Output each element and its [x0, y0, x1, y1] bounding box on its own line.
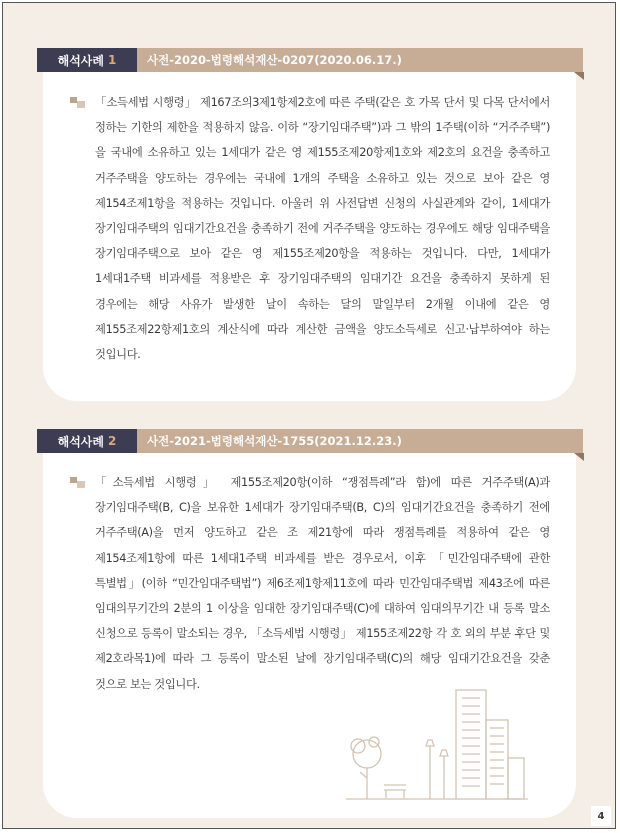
case-2-title: 사전-2021-법령해석재산-1755(2021.12.23.): [137, 429, 583, 453]
case-2-tag-label: 해석사례: [57, 434, 104, 449]
case-2-header: [37, 429, 583, 453]
case-1-tag: [37, 48, 137, 72]
case-2-tag-number: 2: [108, 434, 117, 448]
square-bullet-icon: [70, 477, 86, 489]
case-1-tag-number: 1: [108, 53, 117, 67]
case-1-tag-label: 해석사례: [57, 53, 104, 68]
case-2-tag: [37, 429, 137, 453]
case-1-title: 사전-2020-법령해석재산-0207(2020.06.17.): [137, 48, 583, 72]
case-2-body: 「소득세법 시행령」 제155조제20항(이하 “쟁점특례”라 함)에 따른 거주주택(A)과 장기임대주택(B, C)을 보유한 1세대가 장기임대주택(B, C)의 임대기간요건을 충족하기 전에 거주주택(A)을 먼저 양도하고 같은 조 제21항에 따라 쟁점특례를 적용하여 같은 영 제154조제1항에 따른 1세대1주택 비과세를 받은 경우로서, 이후 「민간임대주택에 관한 특별법」(이하 “민간임대주택법”) 제6조제1항제11호에 따라 민간임대주택법 제43조에 따른 임대의무기간의 2분의 1 이상을 임대한 장기임대주택(C)에 대하여 임대의무기간 내 등록 말소 신청으로 등록이 말소되는 경우, 「소득세법 시행령」 제155조제22항 각 호 외의 부분 후단 및 제2호라목1)에 따라 그 등록이 말소된 날에 장기임대주택(C)의 해당 임대기간요건을 갖춘 것으로 보는 것입니다.: [95, 476, 550, 691]
case-1-header: [37, 48, 583, 72]
square-bullet-icon: [70, 97, 86, 109]
page-number: 4: [591, 806, 611, 826]
city-illustration-icon: [340, 686, 530, 801]
case-1-body: 「소득세법 시행령」 제167조의3제1항제2호에 따른 주택(같은 호 가목 단서 및 다목 단서에서 정하는 기한의 제한을 적용하지 않음. 이하 “장기임대주택”)과 그 밖의 1주택(이하 “거주주택”)을 국내에 소유하고 있는 1세대가 같은 영 제155조제20항제1호와 제2호의 요건을 충족하고 거주주택을 양도하는 경우에는 국내에 1개의 주택을 소유하고 있는 것으로 보아 같은 영 제154조제1항을 적용하는 것입니다. 아울러 위 사전답변 신청의 사실관계와 같이, 1세대가 장기임대주택의 임대기간요건을 충족하기 전에 거주주택을 양도하는 경우에도 해당 임대주택을 장기임대주택으로 보아 같은 영 제155조제20항을 적용하는 것입니다. 다만, 1세대가 1세대1주택 비과세를 적용받은 후 장기임대주택의 임대기간 요건을 충족하지 못하게 된 경우에는 해당 사유가 발생한 날이 속하는 달의 말일부터 2개월 이내에 같은 영 제155조제22항제1호의 계산식에 따라 계산한 금액을 양도소득세로 신고·납부하여야 하는 것입니다.: [95, 96, 550, 362]
